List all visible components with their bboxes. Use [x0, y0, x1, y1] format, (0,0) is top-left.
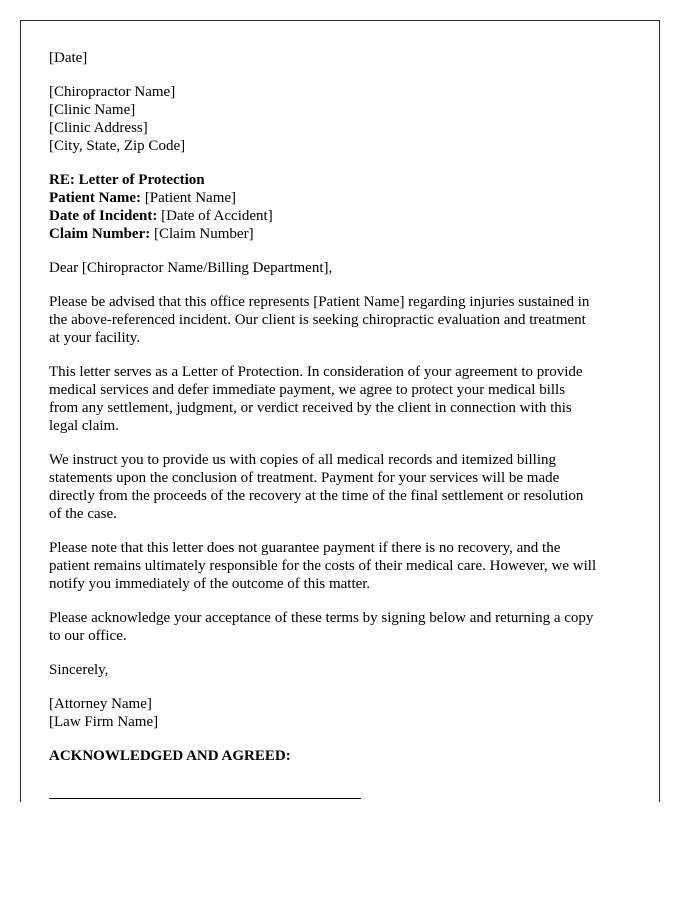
paragraph-line: Please note that this letter does not guarantee payment if there is no recovery, and the: [49, 540, 561, 556]
incident-value: [Date of Accident]: [157, 208, 273, 224]
paragraph-line: directly from the proceeds of the recovery at the time of the final settlement or resolution: [49, 488, 584, 504]
patient-label: Patient Name:: [49, 190, 142, 206]
paragraph-line: Please be advised that this office represents [Patient Name] regarding injuries sustained in: [49, 294, 590, 310]
body-paragraph: [49, 363, 659, 435]
paragraph-line: at your facility.: [49, 330, 141, 346]
closing: Sincerely,: [49, 662, 109, 678]
body-paragraph: [49, 609, 659, 645]
recipient-name: [Chiropractor Name]: [49, 84, 176, 100]
re-subject: RE: Letter of Protection: [49, 172, 205, 188]
clinic-name: [Clinic Name]: [49, 102, 136, 118]
paragraph-line: medical services and defer immediate payment, we agree to protect your medical bills: [49, 382, 566, 398]
letter-page: [20, 20, 660, 802]
attorney-name: [Attorney Name]: [49, 696, 152, 712]
claim-label: Claim Number:: [49, 226, 151, 242]
body-paragraph: [49, 293, 659, 347]
paragraph-line: Please acknowledge your acceptance of these terms by signing below and returning a copy: [49, 610, 594, 626]
body-paragraph: [49, 539, 659, 593]
paragraph-line: This letter serves as a Letter of Protection. In consideration of your agreement to provide: [49, 364, 583, 380]
acknowledgement-heading: ACKNOWLEDGED AND AGREED:: [49, 748, 291, 764]
paragraph-line: to our office.: [49, 628, 127, 644]
date: [Date]: [49, 50, 88, 66]
incident-label: Date of Incident:: [49, 208, 158, 224]
paragraph-line: of the case.: [49, 506, 117, 522]
paragraph-line: the above-referenced incident. Our client is seeking chiropractic evaluation and treatment: [49, 312, 586, 328]
paragraph-line: statements upon the conclusion of treatment. Payment for your services will be made: [49, 470, 560, 486]
claim-value: [Claim Number]: [150, 226, 254, 242]
paragraph-line: legal claim.: [49, 418, 119, 434]
reference-block: [49, 171, 659, 243]
signature-block: [49, 695, 659, 731]
patient-value: [Patient Name]: [141, 190, 237, 206]
body-paragraph: [49, 451, 659, 523]
paragraph-line: We instruct you to provide us with copies of all medical records and itemized billing: [49, 452, 556, 468]
paragraph-line: from any settlement, judgment, or verdict received by the client in connection with this: [49, 400, 572, 416]
paragraph-line: patient remains ultimately responsible for the costs of their medical care. However, we will: [49, 558, 597, 574]
clinic-address: [Clinic Address]: [49, 120, 148, 136]
recipient-address: [49, 83, 659, 155]
city-state-zip: [City, State, Zip Code]: [49, 138, 186, 154]
salutation: Dear [Chiropractor Name/Billing Department],: [49, 260, 333, 276]
law-firm-name: [Law Firm Name]: [49, 714, 159, 730]
paragraph-line: notify you immediately of the outcome of this matter.: [49, 576, 371, 592]
signature-line: [49, 798, 361, 799]
